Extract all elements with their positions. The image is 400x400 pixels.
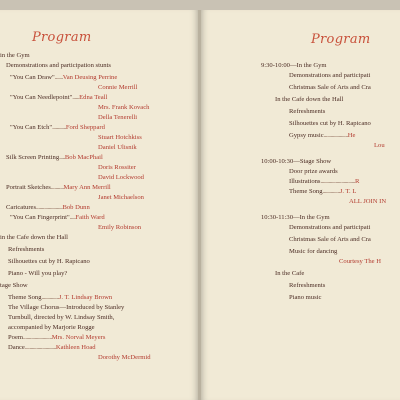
performer-name: Mrs. Frank Kovach — [98, 104, 150, 111]
performer-name: Janet Michaelson — [98, 194, 144, 201]
right-program-line — [275, 96, 343, 104]
left-program-line — [10, 74, 117, 82]
right-program-line — [289, 248, 337, 256]
performer-name: ALL JOIN IN — [349, 198, 387, 205]
program-item-label: Refreshments — [8, 246, 45, 253]
right-program-line — [289, 188, 356, 196]
program-item-label: 10:30-11:30—In the Gym — [261, 214, 330, 221]
right-page-title: Program — [311, 32, 371, 47]
program-item-label: Poem — [8, 334, 24, 341]
program-item-label: Illustrations — [289, 178, 321, 185]
left-program-line — [98, 354, 151, 362]
program-item-label: Demonstrations and participation stunts — [6, 62, 111, 69]
dot-leader: ..... — [69, 214, 76, 221]
program-item-label: Dance — [8, 344, 25, 351]
right-program-line — [261, 214, 330, 222]
program-item-label: Refreshments — [289, 108, 326, 115]
right-program-line — [339, 258, 381, 266]
left-program-line — [98, 114, 137, 122]
left-program-line — [8, 304, 124, 312]
right-program-line — [289, 282, 325, 290]
right-program-line — [349, 198, 386, 206]
program-item-label: Piano - Will you play? — [8, 270, 68, 277]
performer-name: Faith Ward — [75, 214, 105, 221]
right-program-line — [289, 178, 359, 186]
program-item-label: Piano music — [289, 294, 322, 301]
left-program-line — [6, 62, 111, 70]
program-item-label: Refreshments — [289, 282, 326, 289]
performer-name: J. T. L — [339, 188, 357, 195]
program-item-label: Gypsy music — [289, 132, 324, 139]
performer-name: Mary Ann Merrill — [63, 184, 111, 191]
performer-name: Van Deusing Perrine — [62, 74, 118, 81]
performer-name: J. T. Lindsay Brown — [58, 294, 113, 301]
dot-leader: ...... — [72, 94, 80, 101]
left-program-line — [10, 124, 105, 132]
right-program-line — [289, 84, 371, 92]
left-program-line — [8, 314, 114, 322]
performer-name: Kathleen Hoad — [55, 344, 96, 351]
left-program-line — [0, 282, 28, 290]
right-program-line — [289, 120, 371, 128]
dot-leader: ..... — [59, 154, 65, 161]
left-program-line — [8, 270, 67, 278]
left-program-line — [8, 324, 95, 332]
dot-leader: ............... — [322, 188, 340, 195]
left-program-line — [98, 174, 144, 182]
left-program-line — [8, 344, 96, 352]
performer-name: Mrs. Norval Meyers — [51, 334, 106, 341]
performer-name: Daniel Ulisnik — [98, 144, 137, 151]
performer-name: Emily Robinson — [98, 224, 142, 231]
right-program-line — [289, 108, 325, 116]
right-page — [201, 10, 400, 400]
performer-name: Connie Merrill — [98, 84, 138, 91]
left-page-title: Program — [32, 30, 92, 45]
left-program-line — [0, 234, 68, 242]
program-item-label: Silhouettes cut by H. Rapicano — [8, 258, 90, 265]
performer-name: Dorothy McDermid — [98, 354, 151, 361]
program-item-label: In the Cafe down the Hall — [275, 96, 344, 103]
program-item-label: Christmas Sale of Arts and Cra — [289, 84, 371, 91]
dot-leader: ............... — [41, 294, 59, 301]
performer-name: Bob MacPhail — [64, 154, 103, 161]
left-program-line — [10, 214, 105, 222]
left-program-line — [98, 194, 144, 202]
right-program-line — [289, 132, 355, 140]
program-item-label: "You Can Needlepoint" — [10, 94, 73, 101]
performer-name: Ford Sheppard — [65, 124, 105, 131]
program-item-label: Portrait Sketches — [6, 184, 51, 191]
program-item-label: Silhouettes cut by H. Rapicano — [289, 120, 371, 127]
program-item-label: Theme Song — [8, 294, 42, 301]
program-item-label: 9:30-10:00—In the Gym — [261, 62, 327, 69]
performer-name: David Lockwood — [98, 174, 144, 181]
program-item-label: Theme Song — [289, 188, 323, 195]
dot-leader: ....................... — [36, 204, 63, 211]
left-program-line — [98, 104, 149, 112]
performer-name: Courtesy The H — [339, 258, 381, 265]
right-program-line — [261, 62, 327, 70]
program-item-label: Music for dancing — [289, 248, 338, 255]
performer-name: Edna Teall — [79, 94, 108, 101]
performer-name: He — [347, 132, 356, 139]
dot-leader: ........... — [50, 184, 64, 191]
right-program-line — [275, 270, 304, 278]
right-program-line — [261, 158, 331, 166]
performer-name: Doris Rossiter — [98, 164, 136, 171]
program-item-label: "You Can Draw" — [10, 74, 55, 81]
program-item-label: Christmas Sale of Arts and Cra — [289, 236, 371, 243]
dot-leader: ....... — [54, 74, 63, 81]
program-item-label: "You Can Etch" — [10, 124, 53, 131]
program-item-label: tage Show — [0, 282, 28, 289]
left-program-line — [8, 246, 44, 254]
right-program-line — [289, 168, 338, 176]
right-program-line — [289, 72, 370, 80]
left-program-line — [8, 294, 112, 302]
program-item-label: "You Can Fingerprint" — [10, 214, 70, 221]
left-program-line — [98, 144, 137, 152]
left-program-line — [98, 84, 137, 92]
right-program-line — [289, 236, 371, 244]
left-program-line — [0, 52, 30, 60]
dot-leader: ........................... — [24, 344, 56, 351]
program-item-label: In the Cafe — [275, 270, 305, 277]
program-item-label: Caricatures — [6, 204, 37, 211]
performer-name: Della Tenerelli — [98, 114, 138, 121]
performer-name: Lou — [374, 142, 385, 149]
dot-leader: ..................... — [323, 132, 348, 139]
program-item-label: Silk Screen Printing — [6, 154, 60, 161]
program-item-label: Door prize awards — [289, 168, 338, 175]
program-item-label: in the Cafe down the Hall — [0, 234, 68, 241]
left-program-line — [98, 164, 136, 172]
program-item-label: Demonstrations and participati — [289, 224, 371, 231]
left-program-line — [98, 224, 141, 232]
program-item-label: Turnbull, directed by W. Lindsay Smith, — [8, 314, 115, 321]
left-page — [0, 10, 198, 400]
program-item-label: accompanied by Marjorie Rogge — [8, 324, 95, 331]
left-program-line — [6, 204, 90, 212]
program-item-label: Demonstrations and participati — [289, 72, 371, 79]
left-program-line — [98, 134, 142, 142]
left-program-line — [8, 258, 90, 266]
left-program-line — [10, 94, 107, 102]
right-program-line — [289, 294, 321, 302]
right-program-line — [289, 224, 370, 232]
left-program-line — [6, 184, 111, 192]
dot-leader: .............................. — [320, 178, 355, 185]
program-item-label: 10:00-10:30—Stage Show — [261, 158, 332, 165]
program-item-label: in the Gym — [0, 52, 30, 59]
dot-leader: ............ — [52, 124, 66, 131]
program-item-label: The Village Chorus—Introduced by Stanley — [8, 304, 125, 311]
dot-leader: ......................... — [23, 334, 52, 341]
left-program-line — [6, 154, 103, 162]
performer-name: Stuart Hotchkiss — [98, 134, 142, 141]
performer-name: Bob Dunn — [62, 204, 90, 211]
performer-name: R — [354, 178, 360, 185]
right-program-line — [374, 142, 385, 150]
left-program-line — [8, 334, 105, 342]
